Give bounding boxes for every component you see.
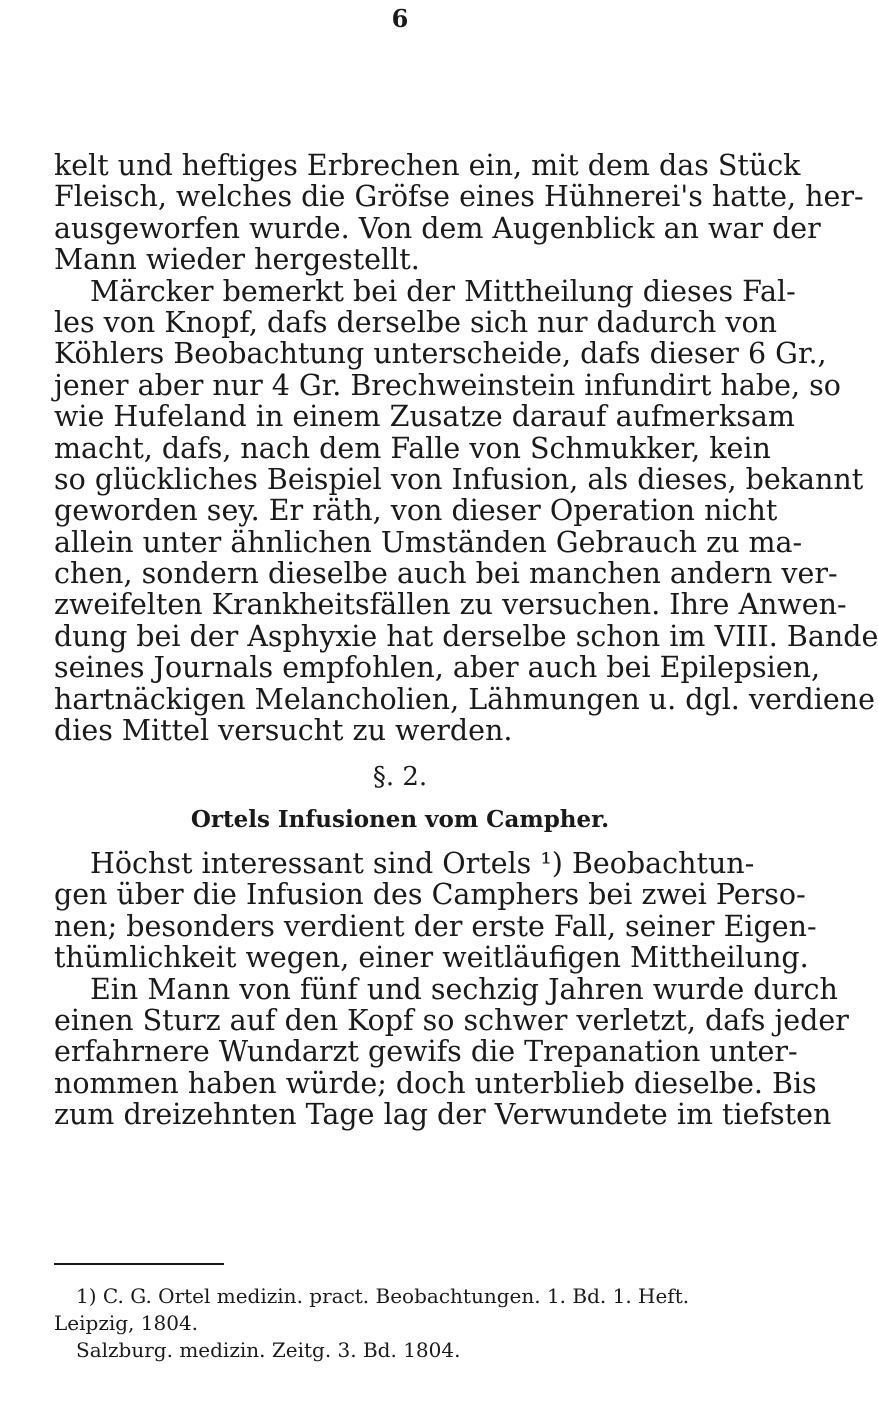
text-line: erfahrnere Wundarzt gewifs die Trepanation unter-	[54, 1035, 798, 1069]
text-line: nen; besonders verdient der erste Fall, seiner Eigen-	[54, 909, 817, 943]
text-line: geworden sey. Er räth, von dieser Operation nicht	[54, 494, 778, 528]
text-line: allein unter ähnlichen Umständen Gebrauch zu ma-	[54, 525, 803, 559]
section-text-block	[54, 847, 849, 1132]
text-line: seines Journals empfohlen, aber auch bei Epilepsien,	[54, 651, 821, 685]
text-line: les von Knopf, dafs derselbe sich nur dadurch von	[54, 305, 777, 339]
footnote-line: 1) C. G. Ortel medizin. pract. Beobachtungen. 1. Bd. 1. Heft.	[76, 1284, 690, 1308]
text-line: einen Sturz auf den Kopf so schwer verletzt, dafs jeder	[54, 1003, 849, 1037]
footnote-line: Salzburg. medizin. Zeitg. 3. Bd. 1804.	[76, 1338, 461, 1362]
text-line: kelt und heftiges Erbrechen ein, mit dem das Stück	[54, 149, 801, 182]
text-line: Ein Mann von fünf und sechzig Jahren wurde durch	[90, 972, 838, 1006]
footnotes	[54, 1283, 746, 1364]
text-line: Höchst interessant sind Ortels ¹) Beobachtun-	[90, 847, 755, 880]
text-line: jener aber nur 4 Gr. Brechweinstein infundirt habe, so	[54, 368, 841, 402]
footnote-divider	[54, 1263, 224, 1265]
section-title: Ortels Infusionen vom Campher.	[190, 806, 610, 833]
text-line: Märcker bemerkt bei der Mittheilung dieses Fal-	[90, 274, 796, 308]
text-line: so glückliches Beispiel von Infusion, als dieses, bekannt	[54, 462, 864, 496]
text-line: zweifelten Krankheitsfällen zu versuchen. Ihre Anwen-	[54, 588, 847, 622]
text-line: thümlichkeit wegen, einer weitläufigen Mittheilung.	[54, 941, 809, 975]
text-line: Mann wieder hergestellt.	[54, 243, 420, 277]
text-line: wie Hufeland in einem Zusatze darauf aufmerksam	[54, 400, 795, 434]
footnote-line: Leipzig, 1804.	[54, 1311, 199, 1335]
text-line: dung bei der Asphyxie hat derselbe schon im VIII. Bande	[54, 619, 878, 653]
page-number: 6	[391, 4, 409, 33]
text-line: zum dreizehnten Tage lag der Verwundete im tiefsten	[54, 1098, 832, 1132]
text-line: Köhlers Beobachtung unterscheide, dafs dieser 6 Gr.,	[54, 337, 827, 371]
section-number: §. 2.	[372, 762, 428, 792]
text-line: dies Mittel versucht zu werden.	[54, 714, 513, 748]
text-line: nommen haben würde; doch unterblieb dieselbe. Bis	[54, 1066, 817, 1100]
text-line: chen, sondern dieselbe auch bei manchen andern ver-	[54, 557, 838, 591]
text-line: gen über die Infusion des Camphers bei zwei Perso-	[54, 878, 806, 912]
text-line: hartnäckigen Melancholien, Lähmungen u. dgl. verdiene	[54, 682, 875, 716]
text-line: macht, dafs, nach dem Falle von Schmukker, kein	[54, 431, 771, 465]
text-line: Fleisch, welches die Gröfse eines Hühnerei's hatte, her-	[54, 180, 864, 214]
text-line: ausgeworfen wurde. Von dem Augenblick an war der	[54, 211, 821, 245]
main-text-block	[54, 149, 878, 748]
